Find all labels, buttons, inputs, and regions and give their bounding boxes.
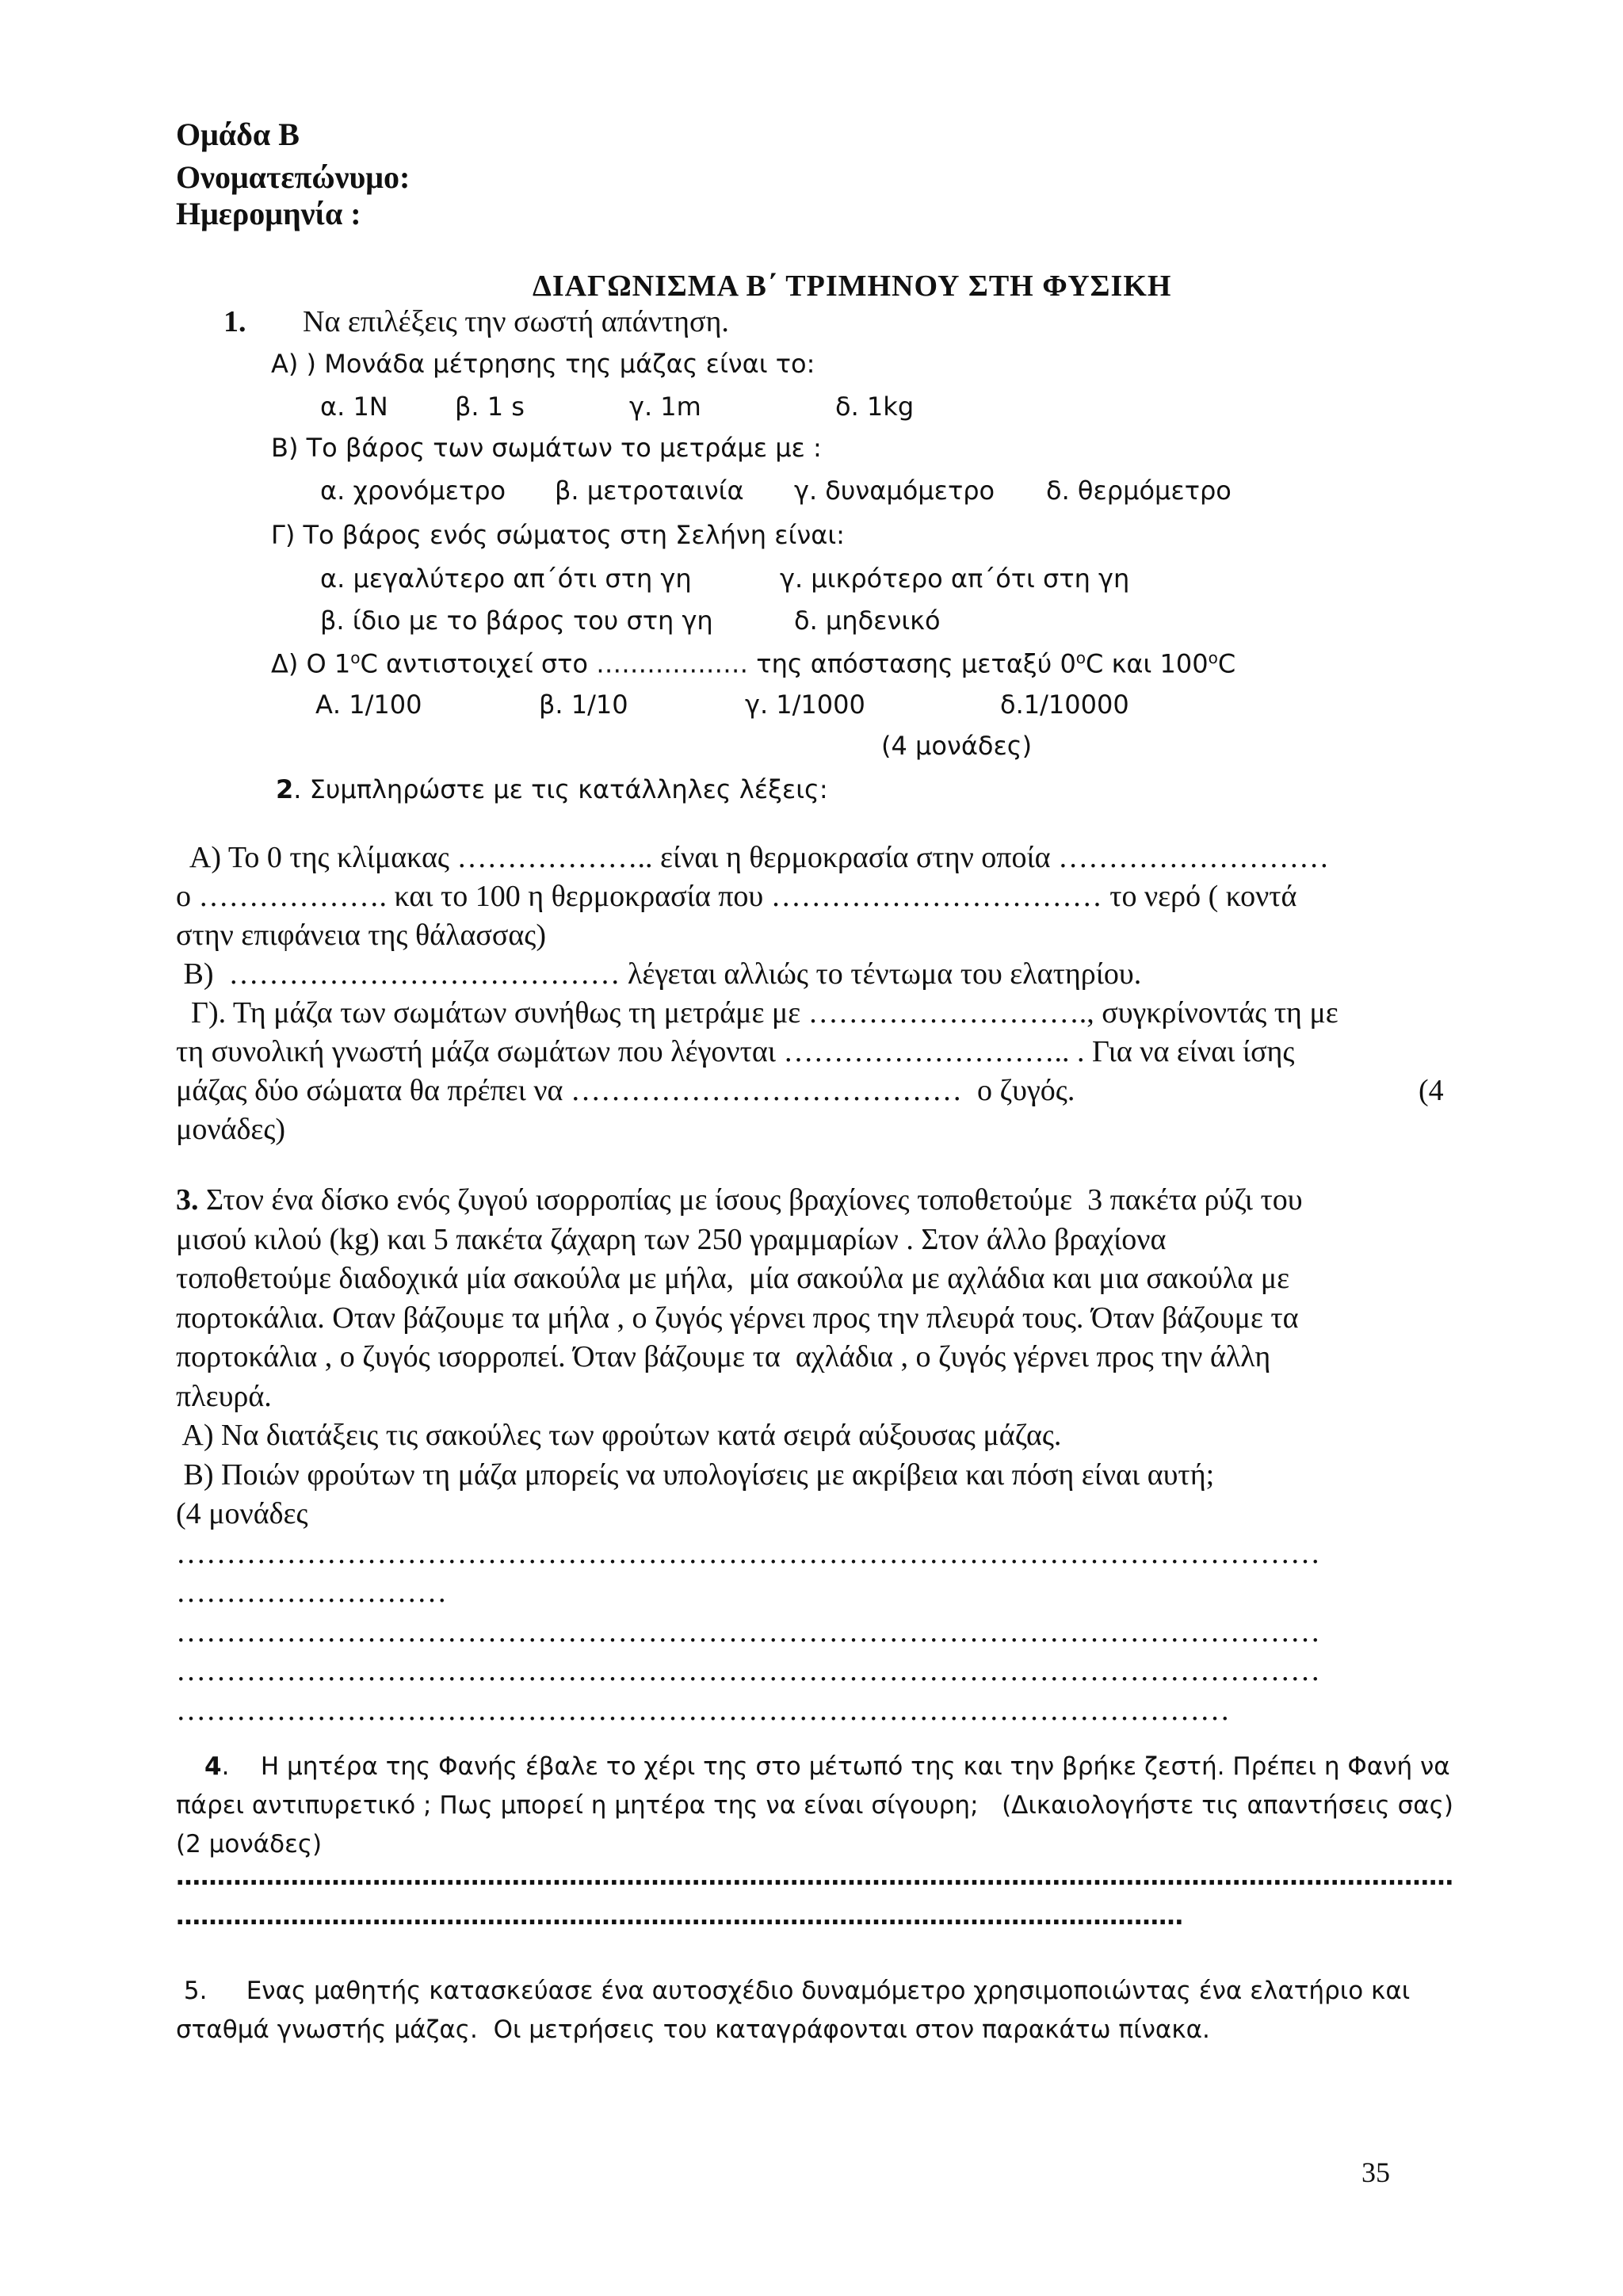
q1d-text-1: Δ) Ο 1 (271, 648, 351, 679)
q1a-option-c: γ. 1m (629, 392, 701, 422)
q1c-option-d: δ. μηδενικό (794, 606, 941, 636)
q1b-option-c: γ. δυναμόμετρο (794, 476, 995, 506)
q3-line-3: τοποθετούμε διαδοχικά μία σακούλα με μήλα, μία σακούλα με αχλάδια και μια σακούλα με (176, 1262, 1290, 1295)
q3-line-4: πορτοκάλια. Οταν βάζουμε τα μήλα , ο ζυγός γέρνει προς την πλευρά τους. Όταν βάζουμε τα (176, 1301, 1299, 1335)
exam-title: ΔΙΑΓΩΝΙΣΜΑ Β΄ ΤΡΙΜΗΝΟΥ ΣΤΗ ΦΥΣΙΚΗ (533, 269, 1172, 303)
q2-line-7: μάζας δύο σώματα θα πρέπει να ………………………………… ο ζυγός. (176, 1074, 1075, 1107)
q4-number: 4 (204, 1752, 222, 1781)
group-label: Ομάδα Β (176, 117, 300, 152)
q1c-option-c: γ. μικρότερο απ΄ότι στη γη (780, 563, 1130, 594)
q1b-option-b: β. μετροταινία (555, 476, 744, 506)
date-label: Ημερομηνία : (176, 196, 361, 231)
q1a-option-b: β. 1 s (455, 392, 525, 422)
q1a-option-d: δ. 1kg (835, 392, 915, 422)
q5-line-2: σταθμά γνωστής μάζας. Οι μετρήσεις του καταγράφονται στον παρακάτω πίνακα. (176, 2015, 1210, 2044)
q3-text-1: Στον ένα δίσκο ενός ζυγού ισορροπίας με ίσους βραχίονες τοποθετούμε 3 πακέτα ρύζι του (198, 1183, 1303, 1217)
q1-number: 1. (223, 305, 246, 338)
q1b-option-a: α. χρονόμετρο (320, 476, 506, 506)
q2-prompt: . Συμπληρώστε με τις κατάλληλες λέξεις: (293, 774, 828, 804)
q3-line-1 (176, 1181, 1303, 1221)
q2-heading (276, 774, 828, 804)
q1c-option-b: β. ίδιο με το βάρος του στη γη (320, 606, 713, 636)
q4-line-3: (2 μονάδες) (176, 1830, 323, 1859)
q2-line-6: τη συνολική γνωστή μάζα σωμάτων που λέγονται ……………………….. . Για να είναι ίσης (176, 1035, 1295, 1068)
q3-number: 3. (176, 1183, 199, 1217)
q1b-question: Β) Το βάρος των σωμάτων το μετράμε με : (271, 433, 822, 463)
degree-sup-1: o (350, 648, 361, 667)
q3-line-9: (4 μονάδες (176, 1497, 308, 1530)
q3-answer-line-2: ……………………… (176, 1576, 447, 1609)
q1-prompt: Να επιλέξεις την σωστή απάντηση. (303, 305, 729, 338)
q2-points-close: μονάδες) (176, 1113, 286, 1146)
q2-line-1: Α) Το 0 της κλίμακας ……………….. είναι η θερμοκρασία στην οποία ……………………… (176, 841, 1330, 874)
q1d-option-c: γ. 1/1000 (745, 690, 865, 720)
q2-line-2: ο ………………. και το 100 η θερμοκρασία που …………………………… το νερό ( κοντά (176, 880, 1297, 913)
q1b-option-d: δ. θερμόμετρο (1046, 476, 1232, 506)
name-label: Ονοματεπώνυμο: (176, 159, 411, 195)
q4-text-1: . Η μητέρα της Φανής έβαλε το χέρι της στο μέτωπό της και την βρήκε ζεστή. Πρέπει η Φανή να (221, 1752, 1450, 1781)
degree-sup-2: o (1075, 648, 1086, 667)
q1d-text-3: C και 100 (1086, 648, 1209, 679)
q3-line-2: μισού κιλού (kg) και 5 πακέτα ζάχαρη των 250 γραμμαρίων . Στον άλλο βραχίονα (176, 1223, 1167, 1256)
page-number: 35 (1361, 2157, 1390, 2188)
q5-line-1: 5. Ενας μαθητής κατασκεύασε ένα αυτοσχέδιο δυναμόμετρο χρησιμοποιώντας ένα ελατήριο και (176, 1977, 1411, 2005)
q1d-text-2: C αντιστοιχεί στο ……………… της απόστασης μεταξύ 0 (360, 648, 1076, 679)
q1a-question: Α) ) Μονάδα μέτρησης της μάζας είναι το: (271, 349, 815, 379)
q3-answer-line-4: …………………………………………………………………………………………………… (176, 1654, 1320, 1687)
q1d-text-4: C (1217, 648, 1236, 679)
q1c-question: Γ) Το βάρος ενός σώματος στη Σελήνη είναι: (271, 520, 845, 550)
q3-answer-line-1: …………………………………………………………………………………………………… (176, 1537, 1320, 1570)
q3-line-6: πλευρά. (176, 1380, 272, 1413)
q2-number: 2 (276, 774, 294, 804)
q3-answer-line-3: …………………………………………………………………………………………………… (176, 1615, 1320, 1648)
q2-line-5: Γ). Τη μάζα των σωμάτων συνήθως τη μετράμε με ………………………., συγκρίνοντάς τη με (176, 996, 1338, 1030)
q3-line-7: Α) Να διατάξεις τις σακούλες των φρούτων κατά σειρά αύξουσας μάζας. (176, 1419, 1062, 1452)
q4-line-2: πάρει αντιπυρετικό ; Πως μπορεί η μητέρα της να είναι σίγουρη; (Δικαιολογήστε τις απαντήσεις σας) (176, 1791, 1453, 1820)
degree-sup-3: o (1208, 648, 1218, 667)
q3-answer-line-5: …………………………………………………………………………………………… (176, 1694, 1230, 1727)
q1d-question (271, 648, 1235, 679)
q1d-option-d: δ.1/10000 (1000, 690, 1129, 720)
q2-line-3: στην επιφάνεια της θάλασσας) (176, 919, 547, 952)
q2-points-open: (4 (1419, 1074, 1444, 1107)
q1c-option-a: α. μεγαλύτερο απ΄ότι στη γη (320, 563, 692, 594)
q3-line-8: Β) Ποιών φρούτων τη μάζα μπορείς να υπολογίσεις με ακρίβεια και πόση είναι αυτή; (176, 1458, 1215, 1492)
q1d-option-a: Α. 1/100 (315, 690, 422, 720)
q3-line-5: πορτοκάλια , ο ζυγός ισορροπεί. Όταν βάζουμε τα αχλάδια , ο ζυγός γέρνει προς την άλλη (176, 1340, 1271, 1373)
q1d-option-b: β. 1/10 (539, 690, 628, 720)
q1a-option-a: α. 1N (320, 392, 388, 422)
q4-line-1 (204, 1748, 1450, 1786)
q4-answer-line-2: …………………………………………………………………………………………………………… (176, 1902, 1183, 1931)
q1-points: (4 μονάδες) (881, 731, 1033, 761)
q4-answer-line-1: ………………………………………………………………………………………………………………………………………… (176, 1862, 1453, 1891)
q1-heading (223, 304, 729, 339)
q2-line-4: Β) ………………………………… λέγεται αλλιώς το τέντωμα του ελατηρίου. (176, 957, 1142, 991)
